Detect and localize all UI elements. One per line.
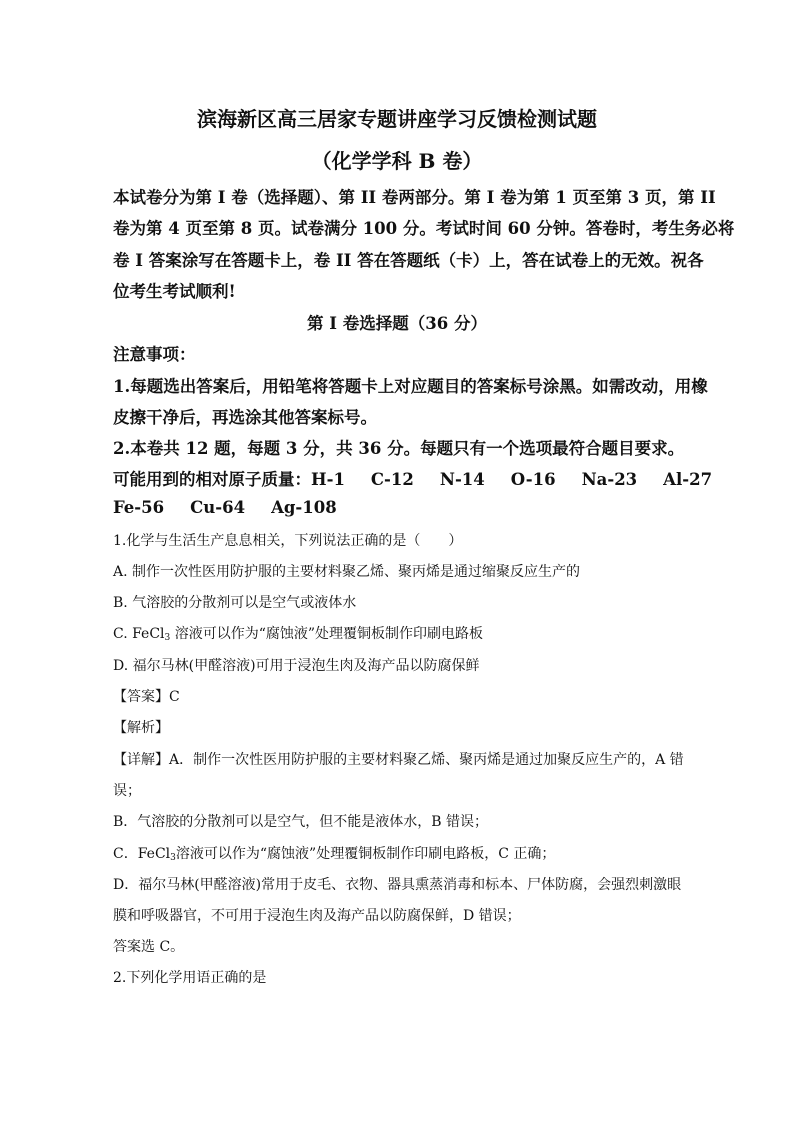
atomic-masses-label: 可能用到的相对原子质量： — [113, 470, 311, 489]
q1-detail-c: C．FeCl$_3$溶液可以作为“腐蚀液”处理覆铜板制作印刷电路板，C 正确； — [113, 846, 556, 863]
intro-line-2: 卷为第 4 页至第 8 页。试卷满分 100 分。考试时间 60 分钟。答卷时，考生务必将 — [113, 219, 735, 238]
q1-analysis-label: 【解析】 — [113, 720, 169, 736]
mass-n: N-14 — [439, 470, 485, 489]
q2-stem: 2.下列化学用语正确的是 — [113, 970, 267, 986]
notes-heading: 注意事项： — [113, 345, 196, 364]
note-2: 2.本卷共 12 题，每题 3 分，共 36 分。每题只有一个选项最符合题目要求。 — [113, 439, 685, 458]
q1-detail-b: B．气溶胶的分散剂可以是空气，但不能是液体水，B 错误； — [113, 814, 489, 830]
mass-fe: Fe-56 — [113, 498, 165, 517]
q1-option-a: A. 制作一次性医用防护服的主要材料聚乙烯、聚丙烯是通过缩聚反应生产的 — [113, 564, 581, 580]
intro-line-4: 位考生考试顺利! — [113, 282, 236, 301]
mass-al: Al-27 — [663, 470, 713, 489]
q1-option-b: B. 气溶胶的分散剂可以是空气或液体水 — [113, 595, 357, 611]
q1-detail-d-2: 膜和呼吸器官，不可用于浸泡生肉及海产品以防腐保鲜，D 错误； — [113, 908, 521, 924]
intro-line-1: 本试卷分为第 I 卷（选择题）、第 II 卷两部分。第 I 卷为第 1 页至第 3 页，第 II — [113, 188, 716, 207]
detail-label: 【详解】 — [113, 752, 169, 768]
note-1-line-1: 1.每题选出答案后，用铅笔将答题卡上对应题目的答案标号涂黑。如需改动，用橡 — [113, 377, 708, 396]
answer-value: C — [169, 689, 180, 705]
q1-answer — [113, 686, 683, 706]
intro-line-3: 卷 I 答案涂写在答题卡上，卷 II 答在答题纸（卡）上，答在试卷上的无效。祝各 — [113, 251, 704, 270]
mass-na: Na-23 — [581, 470, 638, 489]
q1-detail-d-1: D．福尔马林(甲醛溶液)常用于皮毛、衣物、器具熏蒸消毒和标本、尸体防腐，会强烈刺激眼 — [113, 877, 682, 893]
mass-o: O-16 — [510, 470, 556, 489]
section-heading: 第 I 卷选择题（36 分） — [307, 314, 487, 333]
atomic-masses-row-1 — [113, 466, 713, 490]
mass-cu: Cu-64 — [190, 498, 246, 517]
atomic-masses-row-2 — [113, 498, 683, 517]
answer-label: 【答案】 — [113, 689, 169, 705]
q1-option-d: D. 福尔马林(甲醛溶液)可用于浸泡生肉及海产品以防腐保鲜 — [113, 658, 480, 674]
mass-h: H-1 — [311, 470, 345, 489]
q1-detail-a-1: 【详解】A．制作一次性医用防护服的主要材料聚乙烯、聚丙烯是通过加聚反应生产的，A 错 — [113, 752, 684, 768]
q1-stem: 1.化学与生活生产息息相关，下列说法正确的是（ ） — [113, 533, 463, 549]
note-1-line-2: 皮擦干净后，再选涂其他答案标号。 — [113, 408, 377, 427]
page-subtitle: （化学学科 B 卷） — [311, 149, 483, 173]
q1-option-c: C. FeCl$_3$ 溶液可以作为“腐蚀液”处理覆铜板制作印刷电路板 — [113, 626, 484, 643]
page-title: 滨海新区高三居家专题讲座学习反馈检测试题 — [197, 107, 597, 131]
mass-ag: Ag-108 — [271, 498, 337, 517]
mass-c: C-12 — [370, 470, 414, 489]
q1-detail-a-2: 误； — [113, 783, 141, 799]
q1-conclusion: 答案选 C。 — [113, 939, 185, 955]
